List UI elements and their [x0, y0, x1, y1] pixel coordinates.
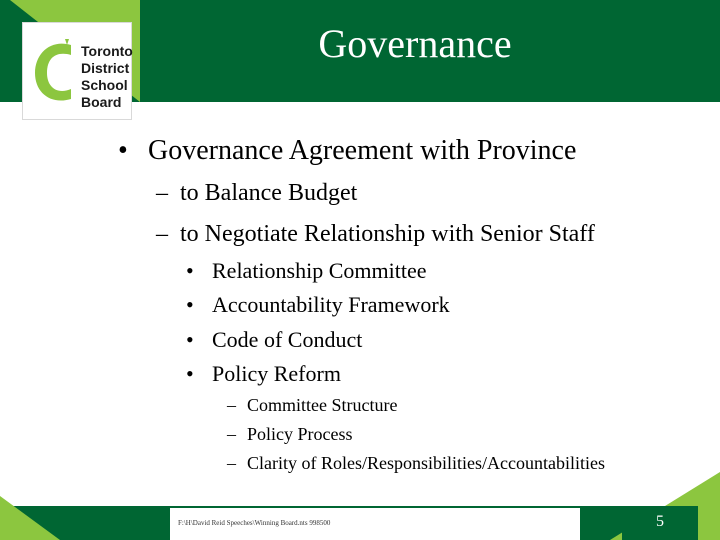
- logo-line: District: [81, 60, 130, 76]
- bullet-text: Policy Process: [247, 424, 353, 444]
- logo-line: Board: [81, 94, 122, 110]
- bullet-level3: [186, 292, 450, 318]
- bullet-mark: •: [186, 292, 194, 317]
- bullet-level4: [227, 423, 353, 445]
- bullet-text: Clarity of Roles/Responsibilities/Accountabilities: [247, 453, 605, 473]
- bullet-text: Code of Conduct: [212, 327, 363, 352]
- bullet-level2: [156, 219, 595, 249]
- bullet-level3: [186, 258, 426, 284]
- slide-title: Governance: [318, 21, 512, 66]
- bullet-text: Committee Structure: [247, 395, 398, 415]
- dash-mark: –: [227, 395, 236, 415]
- footer-accent-left: [0, 496, 60, 540]
- bullet-text: Policy Reform: [212, 361, 341, 386]
- bullet-mark: •: [186, 327, 194, 352]
- bullet-text: Accountability Framework: [212, 292, 450, 317]
- bullet-mark: •: [118, 135, 128, 166]
- bullet-level3: [186, 327, 362, 353]
- bullet-level3: [186, 361, 341, 387]
- bullet-text: Relationship Committee: [212, 258, 427, 283]
- footer-file-path: F:\H\David Reid Speeches\Winning Board.nts 998500: [178, 519, 331, 527]
- bullet-mark: •: [186, 258, 194, 283]
- bullet-level4: [227, 452, 605, 474]
- dash-mark: –: [156, 221, 168, 247]
- bullet-text: to Balance Budget: [180, 180, 358, 206]
- dash-mark: –: [227, 424, 236, 444]
- logo-line: Toronto: [81, 43, 133, 59]
- dash-mark: –: [156, 180, 168, 206]
- page-number: 5: [656, 513, 664, 530]
- bullet-level4: [227, 394, 397, 416]
- bullet-mark: •: [186, 361, 194, 386]
- bullet-text: Governance Agreement with Province: [148, 135, 577, 166]
- bullet-level1: [118, 134, 576, 168]
- bullet-text: to Negotiate Relationship with Senior Staff: [180, 221, 595, 247]
- dash-mark: –: [227, 453, 236, 473]
- bullet-level2: [156, 178, 357, 208]
- logo-line: School: [81, 77, 128, 93]
